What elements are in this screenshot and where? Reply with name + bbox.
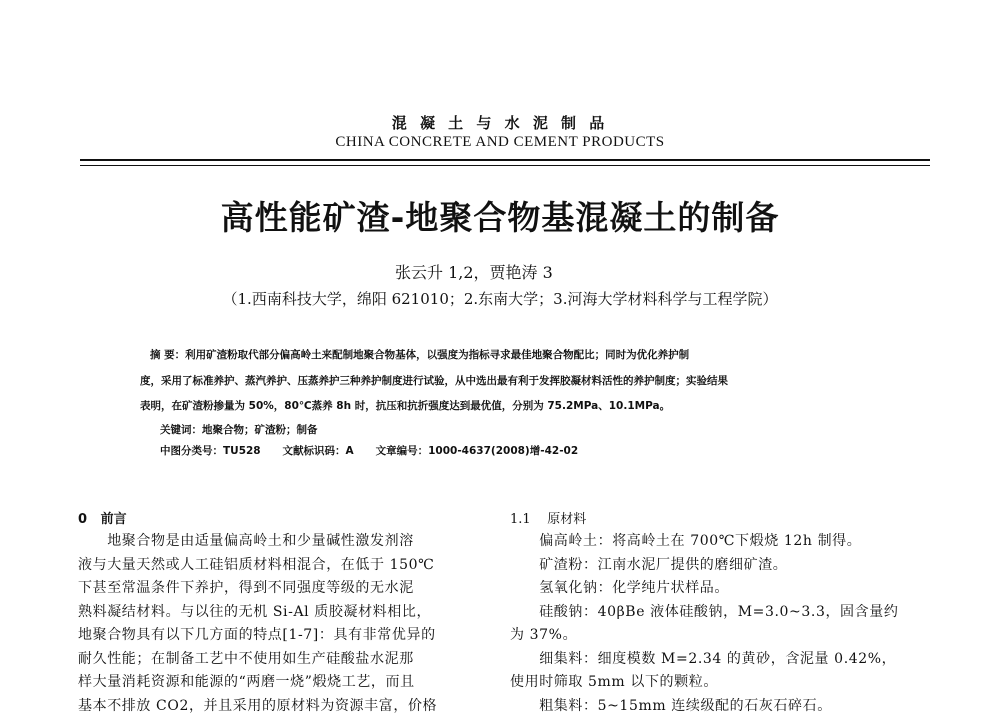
keywords: 关键词：地聚合物；矿渣粉；制备 <box>160 424 318 436</box>
text-line: 熟料凝结材料。与以往的无机 Si-Al 质胶凝材料相比， <box>78 603 432 620</box>
header-rule-thin <box>80 165 930 166</box>
text-line: 矿渣粉：江南水泥厂提供的磨细矿渣。 <box>510 556 788 573</box>
text-line: 液与大量天然或人工硅铝质材料相混合，在低于 150℃ <box>78 556 435 573</box>
text-line: 偏高岭土：将高岭土在 700℃下煅烧 12h 制得。 <box>510 533 862 549</box>
text-line: 粗集料：5~15mm 连续级配的石灰石碎石。 <box>510 697 832 714</box>
text-line: 耐久性能；在制备工艺中不使用如生产硅酸盐水泥那 <box>78 650 414 667</box>
journal-name-en: CHINA CONCRETE AND CEMENT PRODUCTS <box>335 134 665 150</box>
left-column-body <box>78 530 437 718</box>
abstract-line: 摘 要：利用矿渣粉取代部分偏高岭土来配制地聚合物基体，以强度为指标寻求最佳地聚合物配比；同时为优化养护制 <box>150 349 690 361</box>
paper-title: 高性能矿渣-地聚合物基混凝土的制备 <box>220 198 780 237</box>
affiliations: （1.西南科技大学，绵阳 621010；2.东南大学；3.河海大学材料科学与工程学院） <box>222 290 778 308</box>
text-line: 硅酸钠：40βBe 液体硅酸钠，M=3.0~3.3，固含量约 <box>510 603 899 620</box>
abstract-line: 度，采用了标准养护、蒸汽养护、压蒸养护三种养护制度进行试验，从中选出最有利于发挥胶凝材料活性的养护制度；实验结果 <box>140 375 728 387</box>
header-rule-thick <box>80 159 930 161</box>
text-line: 使用时筛取 5mm 以下的颗粒。 <box>510 674 718 690</box>
text-line: 地聚合物是由适量偏高岭土和少量碱性激发剂溶 <box>78 533 414 549</box>
text-line: 细集料：细度模数 M=2.34 的黄砂，含泥量 0.42%， <box>510 650 897 667</box>
text-line: 下甚至常温条件下养护，得到不同强度等级的无水泥 <box>78 580 414 596</box>
classification: 中图分类号：TU528 文献标识码：A 文章编号：1000-4637(2008)增-42-02 <box>160 445 579 457</box>
text-line: 基本不排放 CO2，并且采用的原材料为资源丰富，价格 <box>78 697 438 714</box>
journal-name-cn: 混 凝 土 与 水 泥 制 品 <box>391 114 609 132</box>
text-line: 为 37%。 <box>510 627 578 643</box>
text-line: 氢氧化钠：化学纯片状样品。 <box>510 580 729 596</box>
text-line: 地聚合物具有以下几方面的特点[1-7]：具有非常优异的 <box>78 627 436 643</box>
section-heading-intro: 0 前言 <box>78 512 127 527</box>
right-column-body <box>510 530 898 718</box>
text-line: 样大量消耗资源和能源的“两磨一烧”煅烧工艺，而且 <box>78 674 415 690</box>
section-heading-materials: 1.1 原材料 <box>510 512 587 527</box>
abstract-line: 表明，在矿渣粉掺量为 50%，80℃蒸养 8h 时，抗压和抗折强度达到最优值，分别为 75.2MPa、10.1MPa。 <box>140 400 671 412</box>
authors: 张云升 1,2，贾艳涛 3 <box>395 263 553 282</box>
